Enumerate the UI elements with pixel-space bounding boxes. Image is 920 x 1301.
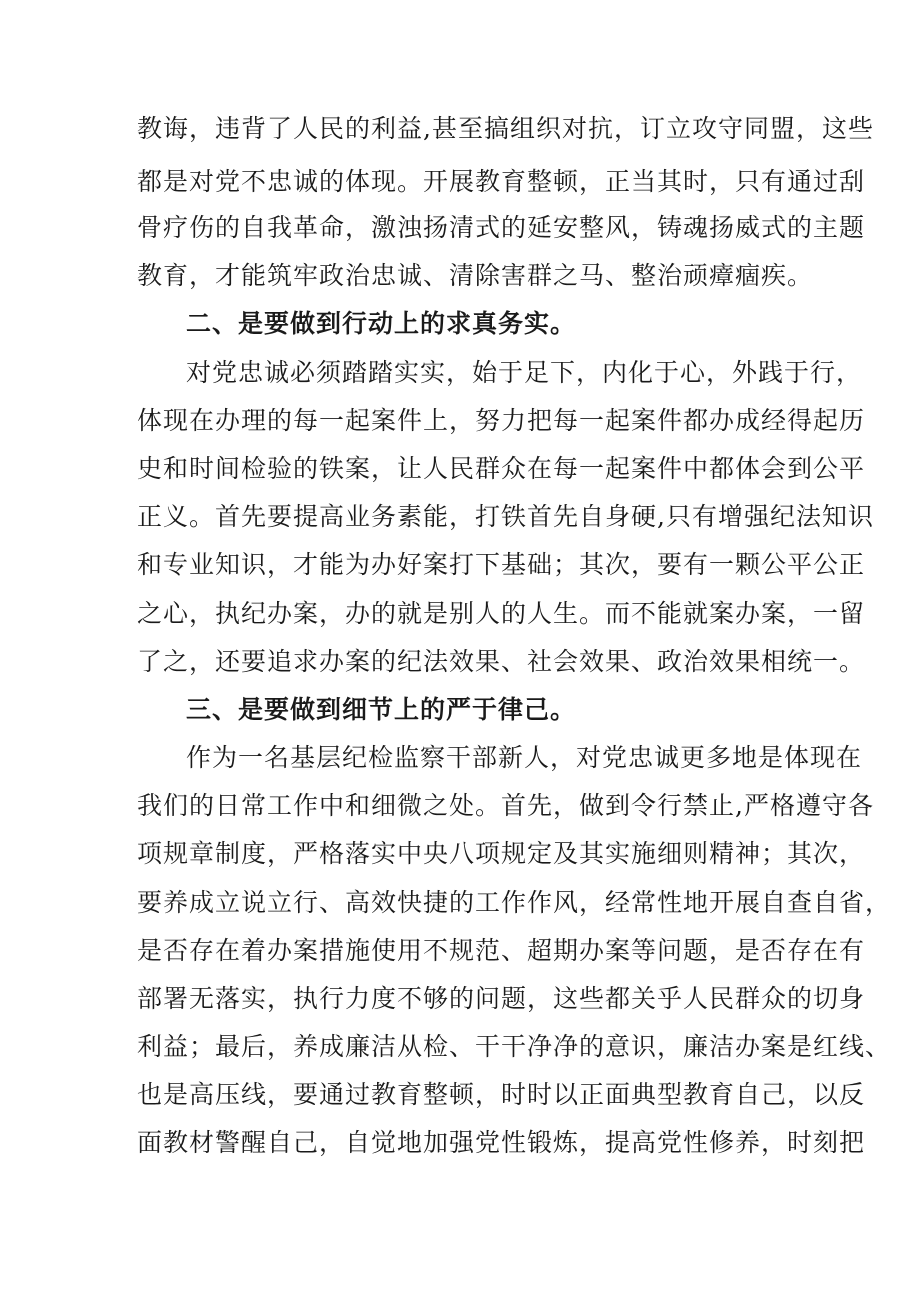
- paragraph-line: 是否存在着办案措施使用不规范、超期办案等问题，是否存在有: [137, 936, 866, 965]
- paragraph-line: 都是对党不忠诚的体现。开展教育整顿，正当其时，只有通过刮: [137, 167, 866, 196]
- section-heading: 三、是要做到细节上的严于律己。: [186, 695, 577, 724]
- paragraph-line: 和专业知识，才能为办好案打下基础；其次，要有一颗公平公正: [137, 550, 866, 579]
- paragraph-line: 利益；最后，养成廉洁从检、干干净净的意识，廉洁办案是红线、: [137, 1032, 892, 1061]
- paragraph-line: 部署无落实，执行力度不够的问题，这些都关乎人民群众的切身: [137, 984, 866, 1013]
- paragraph-line: 骨疗伤的自我革命，激浊扬清式的延安整风，铸魂扬威式的主题: [137, 213, 866, 242]
- paragraph-line: 我们的日常工作中和细微之处。首先，做到令行禁止,严格遵守各: [137, 791, 874, 820]
- paragraph-line: 教诲，违背了人民的利益,甚至搞组织对抗，订立攻守同盟，这些: [137, 114, 874, 143]
- paragraph-line: 体现在办理的每一起案件上，努力把每一起案件都办成经得起历: [137, 406, 866, 435]
- paragraph-line: 也是高压线，要通过教育整顿，时时以正面典型教育自己，以反: [137, 1080, 866, 1109]
- paragraph-line: 作为一名基层纪检监察干部新人，对党忠诚更多地是体现在: [186, 743, 863, 772]
- paragraph-line: 要养成立说立行、高效快捷的工作作风，经常性地开展自查自省，: [137, 888, 892, 917]
- paragraph-line: 了之，还要追求办案的纪法效果、社会效果、政治效果相统一。: [137, 647, 866, 676]
- section-heading: 二、是要做到行动上的求真务实。: [186, 309, 577, 338]
- paragraph-line: 之心，执纪办案，办的就是别人的人生。而不能就案办案，一留: [137, 599, 866, 628]
- paragraph-line: 项规章制度，严格落实中央八项规定及其实施细则精神；其次，: [137, 839, 866, 868]
- paragraph-line: 教育，才能筑牢政治忠诚、清除害群之马、整治顽瘴痼疾。: [137, 261, 814, 290]
- paragraph-line: 面教材警醒自己，自觉地加强党性锻炼，提高党性修养，时刻把: [137, 1128, 866, 1157]
- paragraph-line: 史和时间检验的铁案，让人民群众在每一起案件中都体会到公平: [137, 454, 866, 483]
- paragraph-line: 正义。首先要提高业务素能，打铁首先自身硬,只有增强纪法知识: [137, 502, 874, 531]
- paragraph-line: 对党忠诚必须踏踏实实，始于足下，内化于心，外践于行，: [186, 358, 863, 387]
